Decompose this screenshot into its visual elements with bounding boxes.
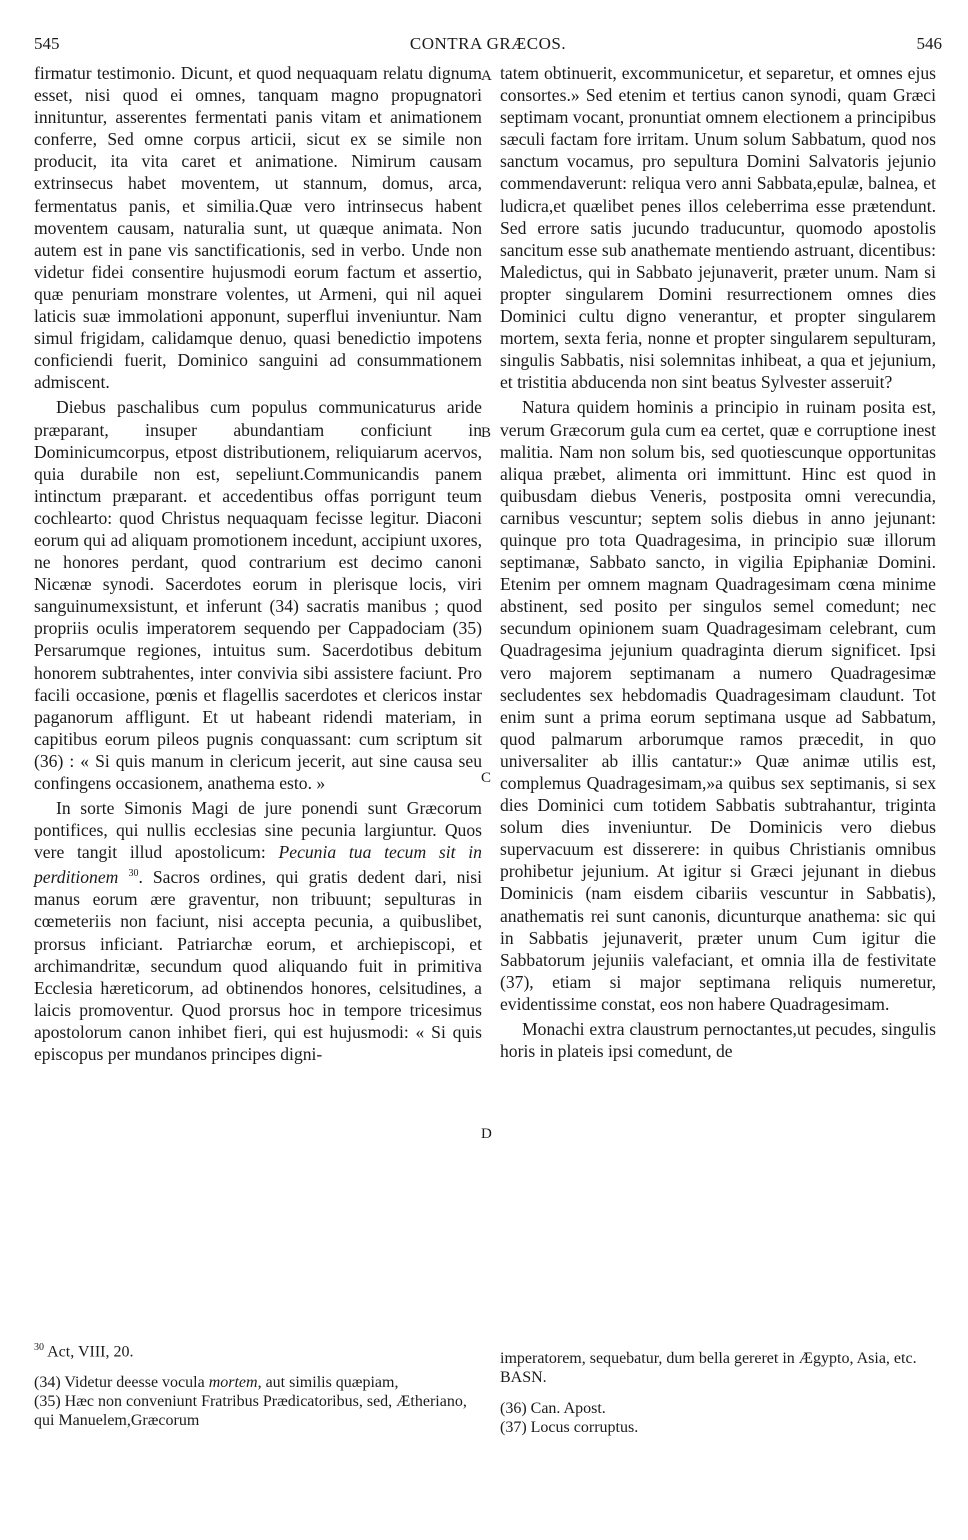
left-paragraph-3-part-a: In sorte Simonis Magi de jure ponendi sunt Græcorum pontifices, qui nullis ecclesias sine pecunia largiuntur. Quos vere tangit illud apostolicum: bbox=[34, 798, 482, 863]
left-paragraph-2: Diebus paschalibus cum populus communicaturus aride præparant, insuper abundantiam conficiunt in Dominicumcorpus, etpost distributionem, reliquiarum acervos, quia durabile non est, sepeliunt.Communicandis panem intinctum præparant. et accedentibus offas porrigunt teum cochlearto: quod Christus nequaquam fecisse legitur. Diaconi eorum qui ad aliquam promotionem incedunt, accipiunt uxores, ne honores perdant, quod contrarium est decimo canoni Nicænæ synodi. Sacerdotes eorum in plerisque locis, viri sanguinumexsistunt, et inferunt (34) sacratis manibus ; quod propriis oculis imperatorem sequendo per Cappadociam (35) Persarumque regiones, intuitus sum. Sacerdotibus debitum honorem subtrahentes, inter convivia sibi assistere faciunt. Pro facili occasione, pœnis et flagellis sacerdotes et clericos instar paganorum affligunt. Et ut habeant ridendi materiam, in capitibus eorum pileos pugnis conquassant: cum scriptum sit (36) : « Si quis manum in clericum jecerit, aut sine causa seu confingens occasionem, anathema esto. » bbox=[34, 397, 482, 793]
left-paragraph-3-part-b: . Sacros ordines, qui gratis dedent dari, nisi manus eorum ære graventur, non tribuunt; sepulturas in cœmeteriis non faciunt, nisi accepta pecunia, a quibuslibet, prorsus inficiant. Patriarchæ eorum, et archiepiscopi, et archimandritæ, secundum quod aliquando fuit in primitiva Ecclesia hæreticorum, ad obtinendos honores, celsitudines, a laicis promoventur. Quod prorsus hoc in tempore tricesimus apostolorum canon inhibet fieri, qui est hujusmodi: « Si quis episcopus per mundanos principes digni- bbox=[34, 867, 482, 1064]
running-header bbox=[34, 34, 942, 58]
footnotes-left bbox=[34, 1338, 482, 1430]
footnote-34-italic: mortem bbox=[208, 1374, 258, 1392]
footnote-30 bbox=[34, 1338, 482, 1361]
margin-marker-b: B bbox=[481, 425, 492, 441]
footnotes-right bbox=[500, 1349, 936, 1437]
left-paragraph-3 bbox=[34, 797, 482, 1065]
right-column bbox=[500, 62, 936, 1062]
footnote-34-text-b: , aut similis quæpiam, bbox=[257, 1374, 399, 1392]
footnote-30-text: Act, VIII, 20. bbox=[47, 1343, 134, 1361]
page-number-right: 546 bbox=[916, 34, 942, 53]
right-paragraph-2: Natura quidem hominis a principio in ruinam posita est, verum Græcorum gula cum ea certet, quæ e corruptione inest malitia. Nam non solum bis, sed quotiescunque opportunitas aliqua præbet, alimenta ori immittunt. Hinc est quod in quibusdam diebus Veneris, postposita omni verecundia, carnibus vescuntur; septem solis diebus in anno jejunant: quinque pro tota Quadragesima, in principio suæ illorum septimanæ, Sabbato sancto, in vigilia Epiphaniæ Domini. Etenim per omnem magnam Quadragesimam cœna minime abstinent, sed posito per singulos semel comedunt; nec secundum opinionem suam Quadragesimam celebrant, cum Quadragesima jejunium quadraginta dierum significet. Ipsi vero majorem septimanam a numero Quadragesimæ secludentes sex hebdomadis Quadragesimam claudunt. Tot enim sunt a prima eorum septimana usque ad Sabbatum, quod palmarum arborumque ramos præcedit, in quo universaliter ab illis cantatur:» Quæ animæ utilis est, complemus Quadragesimam,»a quibus sex septimanis, si sex dies Dominici cum totidem Sabbatis subtrahantur, triginta solum dies inveniuntur. De Dominicis vero diebus supervacuum est disserere: in quibus Christianis omnibus prohibetur jejunium. At igitur si Græci jejunant in diebus Dominicis (nam eisdem cibariis vescuntur in Sabbatis), anathematis rei sunt canonis, dicunturque anathema: sic qui in Sabbatis jejunaverit, præter unum Cum igitur die Sabbatorum jejuniis valefaciant, et omnia illa de festivitate (37), etiam si major septimana reliquis numeretur, evidentissime constat, eos non habere Quadragesimam. bbox=[500, 397, 936, 1014]
scripture-quote: Pecunia tua tecum sit in perditionem bbox=[34, 842, 482, 888]
footnote-30-number: 30 bbox=[34, 1342, 44, 1353]
footnote-ref-30: 30 bbox=[128, 868, 139, 880]
left-paragraph-1: firmatur testimonio. Dicunt, et quod nequaquam relatu dignum esset, nisi quod ei omnes, tanquam magno propugnatori innituntur, asserentes fermentati panis vitam et animationem conferre, Sed omne corpus articii, sicut ex se simile non producit, ita vita caret et animatione. Nimirum causam extrinsecus habet moventem, ut stannum, domus, arca, fermentatus panis, et similia.Quæ vero intrinsecus habent moventem causam, naturalia sunt, ut quæque animata. Non autem est in pane vis sanctificationis, sed in verbo. Unde non videtur fidei consentire hujusmodi eorum factum et assertio, quæ penuriam monstrare volentes, ut Armeni, qui nil aquei laticis suæ immolationi apponunt, superflui inveniuntur. Nam simul frigidam, calidamque denuo, quasi benedictio impotens conficiendi fuerit, Dominico sanguini ad consummationem admiscent. bbox=[34, 63, 482, 393]
running-title: CONTRA GRÆCOS. bbox=[409, 34, 567, 53]
footnote-37: (37) Locus corruptus. bbox=[500, 1419, 639, 1436]
right-paragraph-1: tatem obtinuerit, excommunicetur, et separetur, et omnes ejus consortes.» Sed etenim et tertius canon synodi, quam Græci septimam vocant, pronuntiat omnem electionem a principibus sæculi factam fore irritam. Unum solum Sabbatum, quod nos sanctum vocamus, pro sepultura Domini Salvatoris jejunio commendaverunt: reliqua vero anni Sabbata,epulæ, balnea, et ludicra,et quælibet penes illos celeberrima esse prætendunt. Sed errore satis jucundo traducuntur, quomodo apostolis sancitum esse sub anathemate mentiendo astruant, dicentibus: Maledictus, qui in Sabbato jejunaverit, præter unum. Nam si propter singularem Domini resurrectionem omnes dies Dominici cultu digno venerantur, et propter singularem mortem, sexta feria, nonne et propter singularem sepulturam, singulis Sabbatis, nisi solemnitas inhibeat, a qua et jejunium, et tristitia abducenda non sint beatus Sylvester asseruit? bbox=[500, 63, 936, 393]
margin-marker-a: A bbox=[481, 68, 492, 84]
footnote-35: (35) Hæc non conveniunt Fratribus Prædicatoribus, sed, Ætheriano, qui Manuelem,Græcorum bbox=[34, 1393, 467, 1430]
margin-marker-d: D bbox=[481, 1126, 492, 1142]
footnote-36: (36) Can. Apost. bbox=[500, 1400, 606, 1417]
margin-marker-c: C bbox=[481, 770, 492, 786]
footnote-34-text-a: (34) Videtur deesse vocula bbox=[34, 1374, 209, 1392]
left-column bbox=[34, 62, 482, 1065]
right-paragraph-3: Monachi extra claustrum pernoctantes,ut pecudes, singulis horis in plateis ipsi comedunt, de bbox=[500, 1019, 936, 1062]
footnote-34 bbox=[34, 1373, 482, 1392]
page-number-left: 545 bbox=[34, 34, 60, 53]
footnote-35-continued: imperatorem, sequebatur, dum bella gereret in Ægypto, Asia, etc. BASN. bbox=[500, 1350, 917, 1386]
